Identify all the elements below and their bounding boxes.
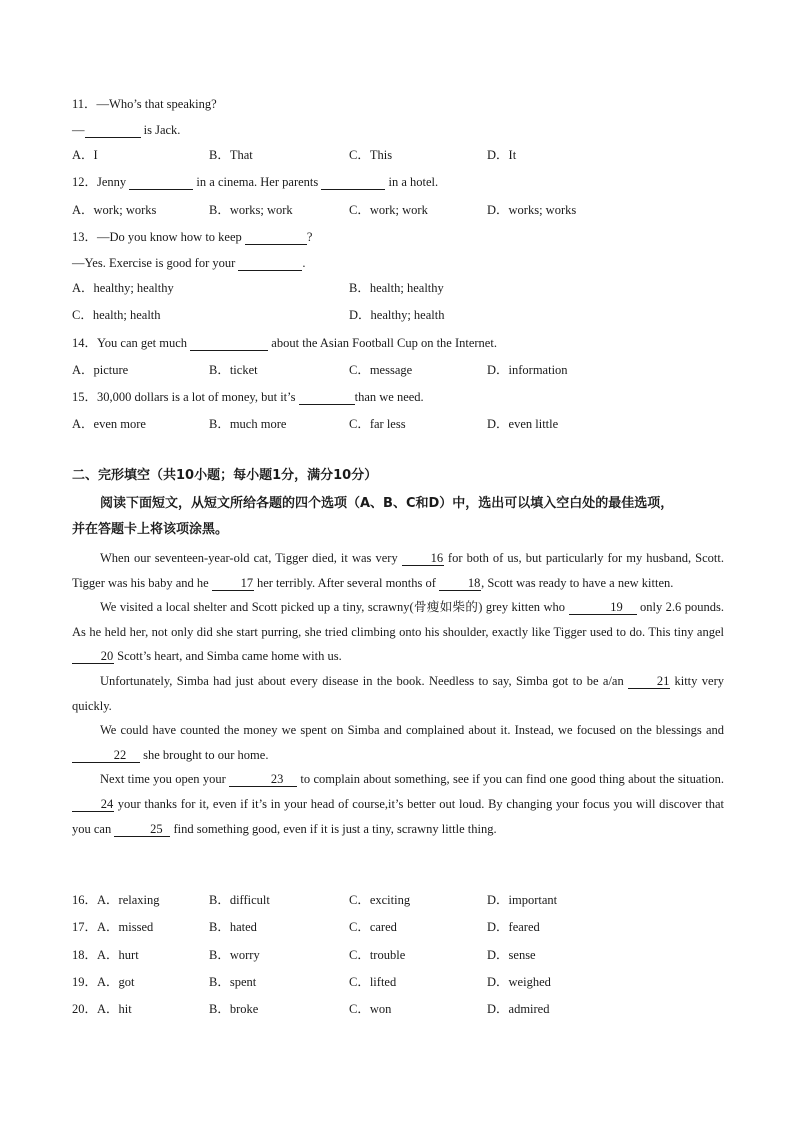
passage-text: to complain about something, see if you can find one good thing about the situation. — [297, 772, 724, 787]
q13-text-b: ? — [306, 230, 313, 244]
q14-text-b: about the Asian Football Cup on the Internet. — [268, 336, 497, 350]
q13-option-d: D．healthy; health — [349, 308, 445, 322]
instruction-line-2: 并在答题卡上将该项涂黑。 — [72, 522, 229, 537]
q15-stem — [72, 389, 424, 405]
passage-text: Scott’s heart, and Simba came home with us. — [114, 649, 342, 664]
passage-text: kitty very quickly. — [72, 673, 724, 713]
passage-text: find something good, even if it is just a tiny, scrawny little thing. — [170, 821, 497, 836]
q16-option-c: C．exciting — [349, 893, 411, 907]
answer-blank — [299, 390, 355, 405]
q11-option-c: C．This — [349, 148, 393, 162]
passage-text: Unfortunately, Simba had just about every disease in the book. Needless to say, Simba got to be a/an — [100, 673, 629, 688]
passage-text: When our seventeen-year-old cat, Tigger died, it was very — [100, 551, 402, 565]
q15-option-c: C．far less — [349, 417, 406, 431]
q12-stem — [72, 174, 438, 190]
q13-line2 — [72, 255, 306, 271]
q17-option-d: D．feared — [487, 920, 540, 934]
question-number: 17． — [72, 920, 98, 934]
option-a: A．relaxing — [97, 893, 160, 907]
passage-text: her terribly. After several months of — [253, 575, 440, 590]
question-number: 20． — [72, 1002, 98, 1016]
answer-blank — [129, 175, 193, 190]
q15-text-a: 15．30,000 dollars is a lot of money, but it’s — [72, 390, 299, 404]
blank-22: 22 — [72, 748, 140, 763]
q11-option-d: D．It — [487, 148, 517, 162]
question-number: 18． — [72, 948, 98, 962]
passage-text: , Scott was ready to have a new kitten. — [481, 575, 674, 590]
q19-option-c: C．lifted — [349, 975, 397, 989]
q20-option-d: D．admired — [487, 1002, 550, 1016]
q16-row — [72, 892, 160, 908]
q13-text-a: 13．—Do you know how to keep — [72, 230, 245, 244]
option-a: A．got — [97, 975, 135, 989]
q13-stem — [72, 229, 312, 245]
q13-line2-text-b: . — [302, 256, 306, 270]
q12-option-a: A．work; works — [72, 203, 157, 217]
passage-paragraph-3 — [72, 669, 724, 718]
passage-text: she brought to our home. — [140, 747, 269, 762]
blank-24: 24 — [72, 797, 114, 812]
q12-option-b: B．works; work — [209, 203, 293, 217]
q16-option-b: B．difficult — [209, 893, 270, 907]
q14-option-c: C．message — [349, 363, 413, 377]
dash: — — [72, 123, 85, 137]
q17-row — [72, 919, 153, 935]
blank-17: 17 — [212, 576, 254, 591]
blank-19: 19 — [569, 600, 637, 615]
passage-text: only 2.6 pounds. As he held her, not only did she start purring, she tried climbing onto his shoulder, exactly like Tigger used to do. This tiny angel — [72, 600, 724, 639]
q18-row — [72, 947, 139, 963]
q15-option-d: D．even little — [487, 417, 559, 431]
blank-16: 16 — [402, 551, 444, 566]
q18-option-c: C．trouble — [349, 948, 406, 962]
question-number: 19． — [72, 975, 98, 989]
q16-option-d: D．important — [487, 893, 558, 907]
section-title: 二、完形填空（共10小题；每小题1分，满分10分） — [72, 468, 378, 483]
q12-text-a: 12．Jenny — [72, 175, 130, 189]
q12-text-c: in a hotel. — [385, 175, 439, 189]
passage-text: We could have counted the money we spent on Simba and complained about it. Instead, we focused on the blessings and — [100, 723, 724, 738]
q17-option-b: B．hated — [209, 920, 257, 934]
q11-option-a: A．I — [72, 148, 98, 162]
blank-23: 23 — [229, 772, 297, 787]
question-number: 16． — [72, 893, 98, 907]
q14-option-a: A．picture — [72, 363, 129, 377]
q18-option-b: B．worry — [209, 948, 260, 962]
passage-paragraph-1 — [72, 546, 724, 595]
q18-option-d: D．sense — [487, 948, 536, 962]
blank-25: 25 — [114, 822, 170, 837]
q11-line2-text: is Jack. — [140, 123, 181, 137]
q19-row — [72, 974, 135, 990]
answer-blank — [190, 336, 268, 351]
q11-option-b: B．That — [209, 148, 253, 162]
q20-option-c: C．won — [349, 1002, 392, 1016]
q14-text-a: 14．You can get much — [72, 336, 191, 350]
q19-option-d: D．weighed — [487, 975, 551, 989]
q13-option-b: B．health; healthy — [349, 281, 444, 295]
option-a: A．hurt — [97, 948, 139, 962]
q17-option-c: C．cared — [349, 920, 397, 934]
blank-21: 21 — [628, 674, 670, 689]
passage-text: for both of us, but particularly for my husband, Scott. Tigger was his baby and he — [72, 551, 724, 590]
q12-option-d: D．works; works — [487, 203, 577, 217]
option-a: A．missed — [97, 920, 154, 934]
passage-paragraph-4 — [72, 718, 724, 767]
q11-stem: 11．—Who’s that speaking? — [72, 97, 217, 111]
answer-blank — [245, 230, 307, 245]
q12-text-b: in a cinema. Her parents — [193, 175, 322, 189]
instruction-line-1: 阅读下面短文，从短文所给各题的四个选项（A、B、C和D）中，选出可以填入空白处的最佳选项， — [100, 496, 674, 511]
q14-stem — [72, 335, 497, 351]
q19-option-b: B．spent — [209, 975, 257, 989]
q13-line2-text-a: —Yes. Exercise is good for your — [72, 256, 239, 270]
q13-option-c: C．health; health — [72, 308, 161, 322]
passage-paragraph-5 — [72, 767, 724, 841]
option-a: A．hit — [97, 1002, 132, 1016]
passage-text: Next time you open your — [100, 772, 230, 787]
answer-blank — [238, 256, 302, 271]
blank-18: 18 — [439, 576, 481, 591]
cloze-passage — [72, 546, 724, 841]
q20-row — [72, 1001, 132, 1017]
q11-line2 — [72, 122, 180, 138]
passage-text: We visited a local shelter and Scott picked up a tiny, scrawny(骨瘦如柴的) grey kitten who — [100, 600, 569, 615]
q15-text-b: than we need. — [354, 390, 424, 404]
passage-text: your thanks for it, even if it’s in your head of course,it’s better out loud. By changing your focus you will discover that you can — [72, 796, 724, 836]
q12-option-c: C．work; work — [349, 203, 428, 217]
q20-option-b: B．broke — [209, 1002, 259, 1016]
answer-blank — [85, 123, 141, 138]
q14-option-b: B．ticket — [209, 363, 258, 377]
blank-20: 20 — [72, 649, 114, 664]
q15-option-b: B．much more — [209, 417, 287, 431]
answer-blank — [321, 175, 385, 190]
q15-option-a: A．even more — [72, 417, 146, 431]
q13-option-a: A．healthy; healthy — [72, 281, 174, 295]
q14-option-d: D．information — [487, 363, 568, 377]
passage-paragraph-2 — [72, 595, 724, 669]
